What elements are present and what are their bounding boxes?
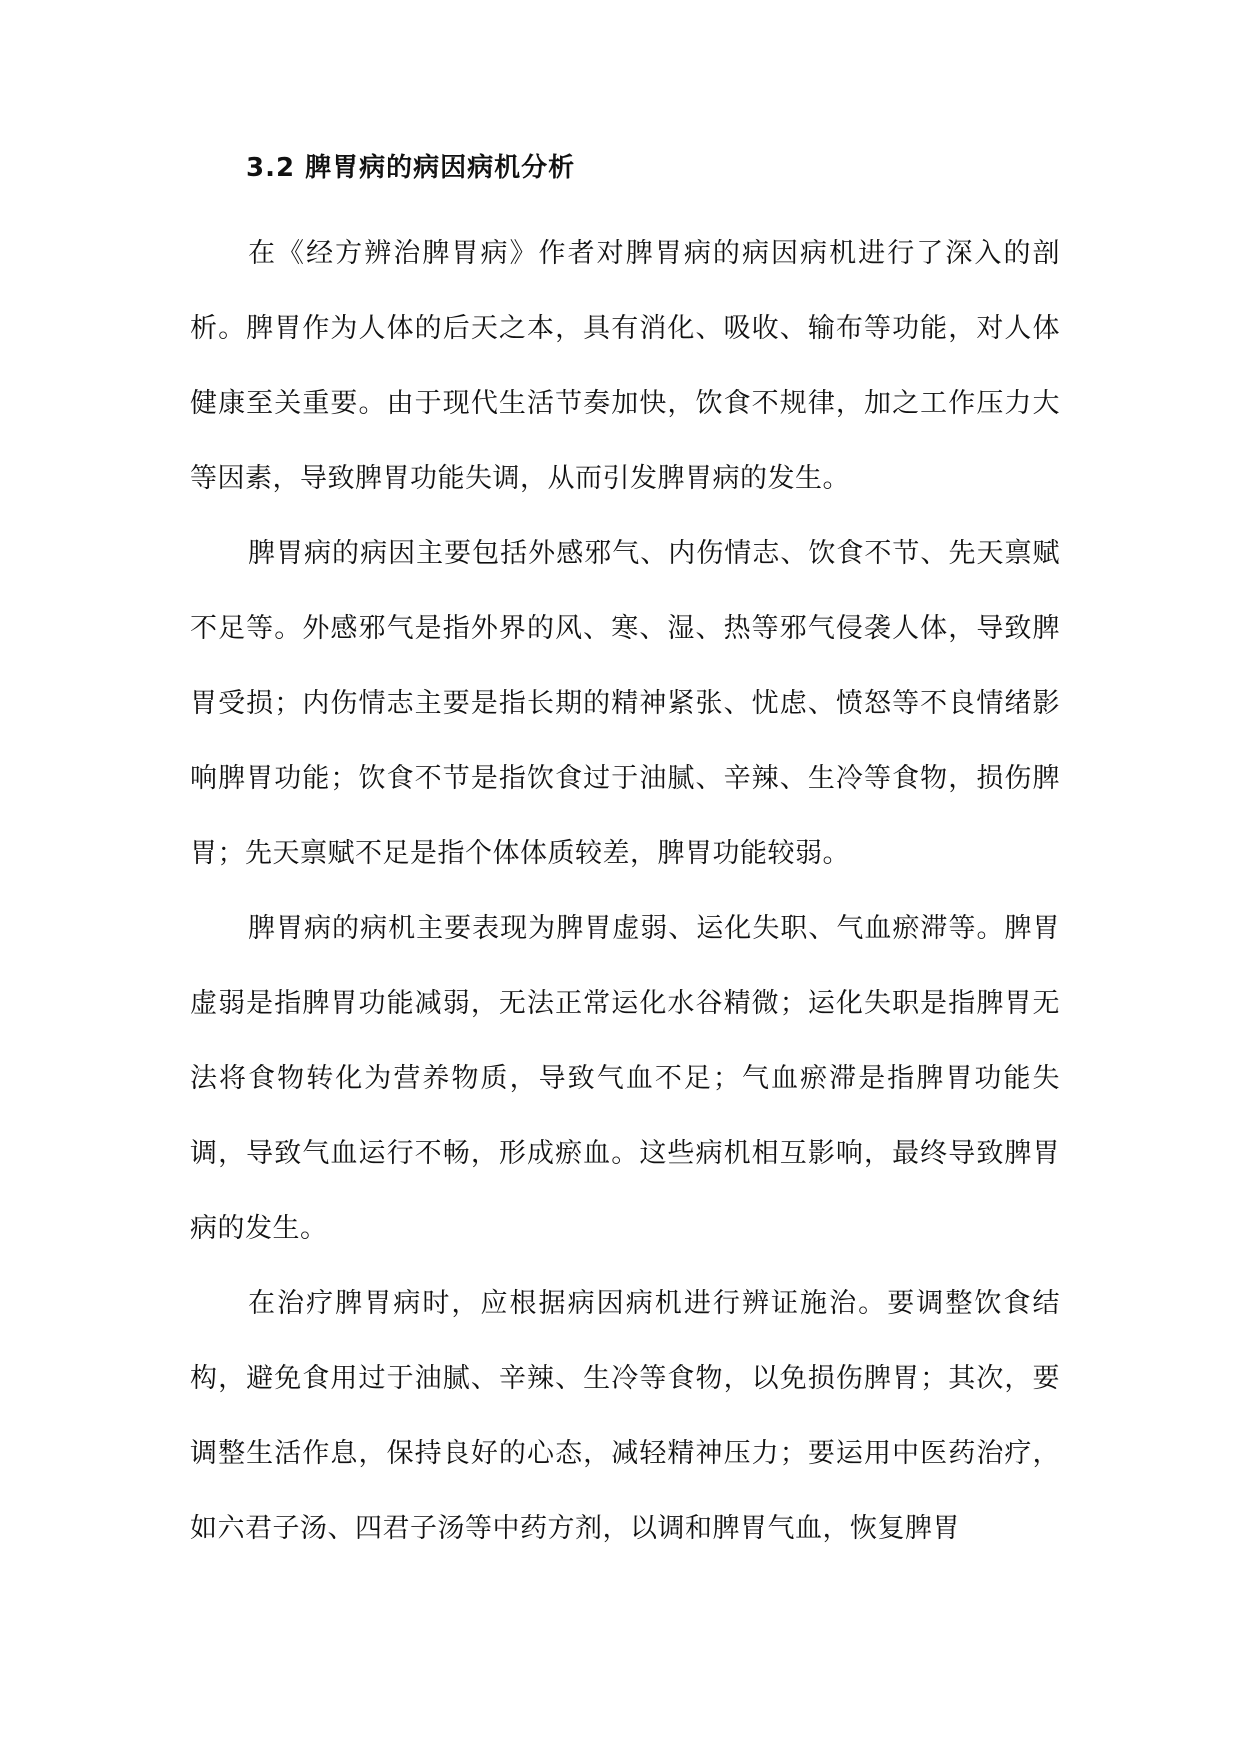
paragraph-introduction: 在《经方辨治脾胃病》作者对脾胃病的病因病机进行了深入的剖析。脾胃作为人体的后天之本，具有消化、吸收、输布等功能，对人体健康至关重要。由于现代生活节奏加快，饮食不规律，加之工作压力大等因素，导致脾胃功能失调，从而引发脾胃病的发生。 [190, 238, 1060, 494]
paragraph-causes: 脾胃病的病因主要包括外感邪气、内伤情志、饮食不节、先天禀赋不足等。外感邪气是指外界的风、寒、湿、热等邪气侵袭人体，导致脾胃受损；内伤情志主要是指长期的精神紧张、忧虑、愤怒等不良情绪影响脾胃功能；饮食不节是指饮食过于油腻、辛辣、生冷等食物，损伤脾胃；先天禀赋不足是指个体体质较差，脾胃功能较弱。 [190, 538, 1060, 869]
body-text [190, 216, 1060, 1566]
paragraph-treatment: 在治疗脾胃病时，应根据病因病机进行辨证施治。要调整饮食结构，避免食用过于油腻、辛辣、生冷等食物，以免损伤脾胃；其次，要调整生活作息，保持良好的心态，减轻精神压力；要运用中医药治疗，如六君子汤、四君子汤等中药方剂，以调和脾胃气血，恢复脾胃 [190, 1288, 1060, 1544]
section-heading: 3.2 脾胃病的病因病机分析 [246, 153, 576, 183]
paragraph-pathogenesis: 脾胃病的病机主要表现为脾胃虚弱、运化失职、气血瘀滞等。脾胃虚弱是指脾胃功能减弱，无法正常运化水谷精微；运化失职是指脾胃无法将食物转化为营养物质，导致气血不足；气血瘀滞是指脾胃功能失调，导致气血运行不畅，形成瘀血。这些病机相互影响，最终导致脾胃病的发生。 [190, 913, 1060, 1244]
